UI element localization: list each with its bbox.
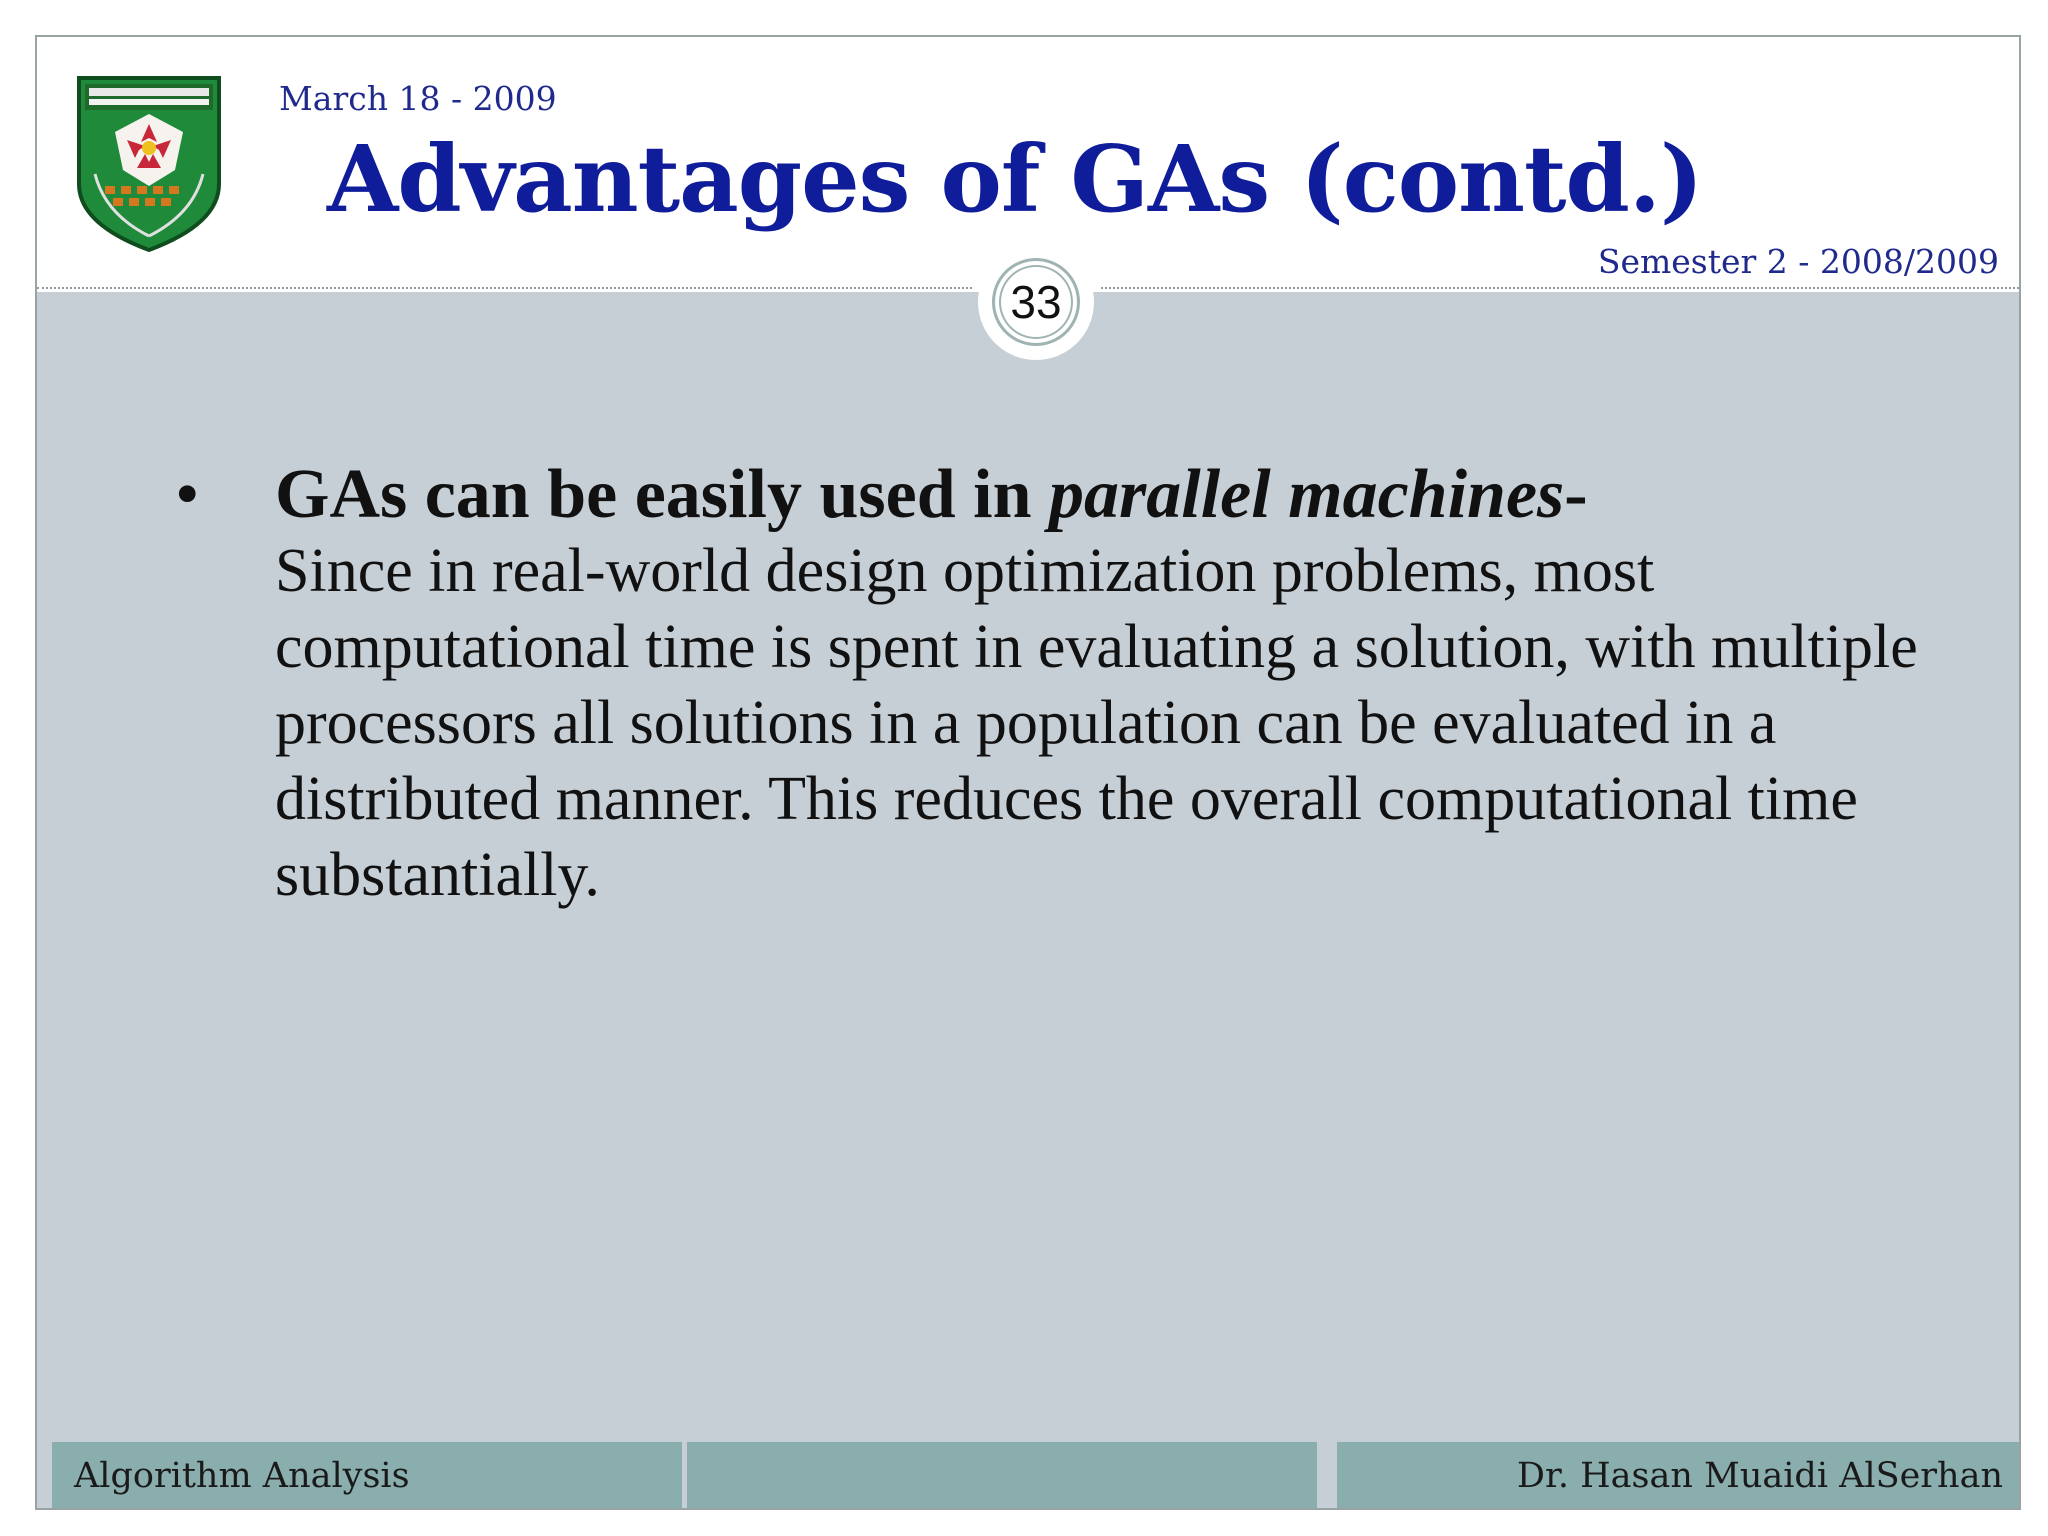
footer-author: Dr. Hasan Muaidi AlSerhan <box>1516 1456 2003 1496</box>
slide-date: March 18 - 2009 <box>279 79 557 118</box>
header-divider-left <box>37 287 972 289</box>
bullet-item <box>275 457 1935 913</box>
bullet-heading-dash: - <box>1564 456 1588 533</box>
bullet-heading-bold: GAs can be easily used in <box>275 456 1049 533</box>
university-crest-logo <box>75 74 223 252</box>
bullet-heading-italic: parallel machines <box>1049 456 1565 533</box>
header-divider-right <box>1101 287 2021 289</box>
footer-course-title: Algorithm Analysis <box>74 1456 410 1496</box>
page-number-badge <box>978 244 1094 360</box>
slide <box>35 35 2021 1510</box>
bullet-marker: • <box>175 456 200 533</box>
slide-semester: Semester 2 - 2008/2009 <box>1597 242 1999 281</box>
footer-right-box <box>1337 1442 2021 1510</box>
bullet-heading <box>275 457 1935 533</box>
slide-title: Advantages of GAs (contd.) <box>327 125 1703 233</box>
footer-middle-box <box>687 1442 1317 1510</box>
bullet-body: Since in real-world design optimization problems, most computational time is spent in evaluating a solution, with multiple processors all solutions in a population can be evaluated in a distributed manner. This reduces the overall computational time substantially. <box>275 537 1918 909</box>
footer-left-box <box>52 1442 682 1510</box>
page-number: 33 <box>992 258 1080 346</box>
